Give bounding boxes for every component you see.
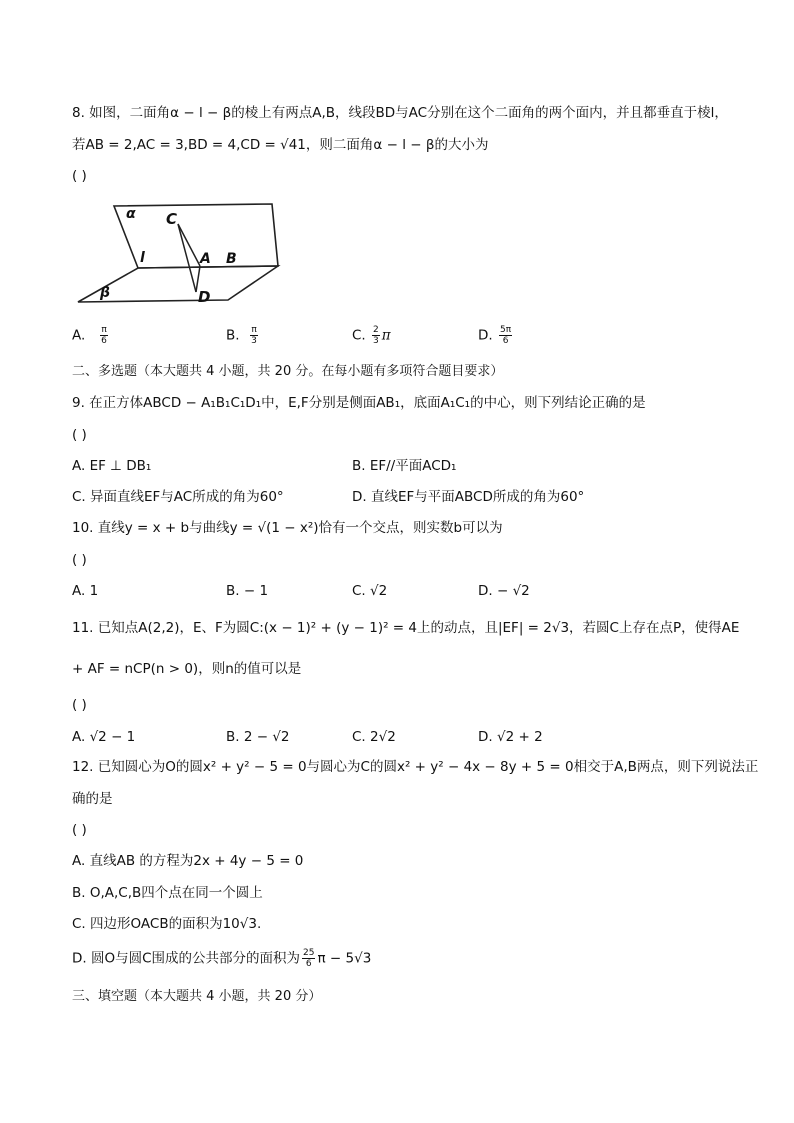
q11-option-c: C. 2√2 — [352, 729, 396, 745]
q10-option-a: A. 1 — [72, 583, 99, 599]
q8-option-d: D. $\frac{5\pi}{6}$ — [478, 325, 512, 346]
q10-line1: 10. 直线y = x + b与曲线y = √(1 − x²)恰有一个交点，则实数b可以为 — [72, 520, 503, 536]
fig-label-beta: β — [100, 285, 111, 301]
q12-option-a: A. 直线AB 的方程为2x + 4y − 5 = 0 — [72, 853, 304, 869]
fig-label-l: l — [140, 250, 145, 266]
fig-label-C: C — [166, 210, 178, 228]
q8-line1: 8. 如图，二面角α − l − β的棱上有两点A,B，线段BD与AC分别在这个二面角的两个面内，并且都垂直于棱l， — [72, 105, 728, 121]
q8-option-b: B. $\frac{\pi}{3}$ — [226, 325, 257, 346]
q11-option-b: B. 2 − √2 — [226, 729, 290, 745]
q9-option-a: A. EF ⊥ DB₁ — [72, 458, 152, 474]
q10-option-c: C. √2 — [352, 583, 388, 599]
q12-option-b: B. O,A,C,B四个点在同一个圆上 — [72, 885, 263, 901]
fig-label-D: D — [198, 288, 211, 306]
q10-paren: ( ) — [72, 552, 87, 568]
q12-option-c: C. 四边形OACB的面积为10√3. — [72, 916, 262, 932]
q12-line1: 12. 已知圆心为O的圆x² + y² − 5 = 0与圆心为C的圆x² + y² − 4x − 8y + 5 = 0相交于A,B两点，则下列说法正 — [72, 759, 759, 775]
fig-label-alpha: α — [126, 206, 136, 222]
q8-option-c: C. $\frac{2}{3}$ π — [352, 325, 391, 346]
q10-option-d: D. − √2 — [478, 583, 530, 599]
section-2-heading: 二、多选题（本大题共 4 小题，共 20 分。在每小题有多项符合题目要求） — [72, 364, 504, 379]
q9-option-d: D. 直线EF与平面ABCD所成的角为60° — [352, 489, 585, 505]
q9-paren: ( ) — [72, 427, 87, 443]
q11-line1: 11. 已知点A(2,2)，E、F为圆C:(x − 1)² + (y − 1)² = 4上的动点，且|EF| = 2√3，若圆C上存在点P，使得AE — [72, 620, 740, 636]
q8-paren: ( ) — [72, 168, 87, 184]
q11-paren: ( ) — [72, 697, 87, 713]
q8-dihedral-figure — [74, 196, 288, 310]
q8-line2: 若AB = 2,AC = 3,BD = 4,CD = √41，则二面角α − l − β的大小为 — [72, 137, 489, 153]
q10-option-b: B. − 1 — [226, 583, 269, 599]
q11-option-a: A. √2 − 1 — [72, 729, 136, 745]
q8-option-a: A. $\frac{\pi}{6}$ — [72, 325, 107, 346]
fig-label-B: B — [226, 251, 237, 267]
section-3-heading: 三、填空题（本大题共 4 小题，共 20 分） — [72, 989, 322, 1004]
q12-line2: 确的是 — [72, 791, 113, 807]
fig-label-A: A — [200, 251, 211, 267]
q9-option-b: B. EF//平面ACD₁ — [352, 458, 457, 474]
q11-option-d: D. √2 + 2 — [478, 729, 543, 745]
q9-option-c: C. 异面直线EF与AC所成的角为60° — [72, 489, 284, 505]
q12-paren: ( ) — [72, 822, 87, 838]
q11-line2: + AF = nCP(n > 0)，则n的值可以是 — [72, 661, 302, 677]
q9-line1: 9. 在正方体ABCD − A₁B₁C₁D₁中，E,F分别是侧面AB₁，底面A₁C₁的中心，则下列结论正确的是 — [72, 395, 646, 411]
q12-option-d: D. 圆O与圆C围成的公共部分的面积为 $\frac{25}{6}$ π − 5√3 — [72, 948, 372, 969]
